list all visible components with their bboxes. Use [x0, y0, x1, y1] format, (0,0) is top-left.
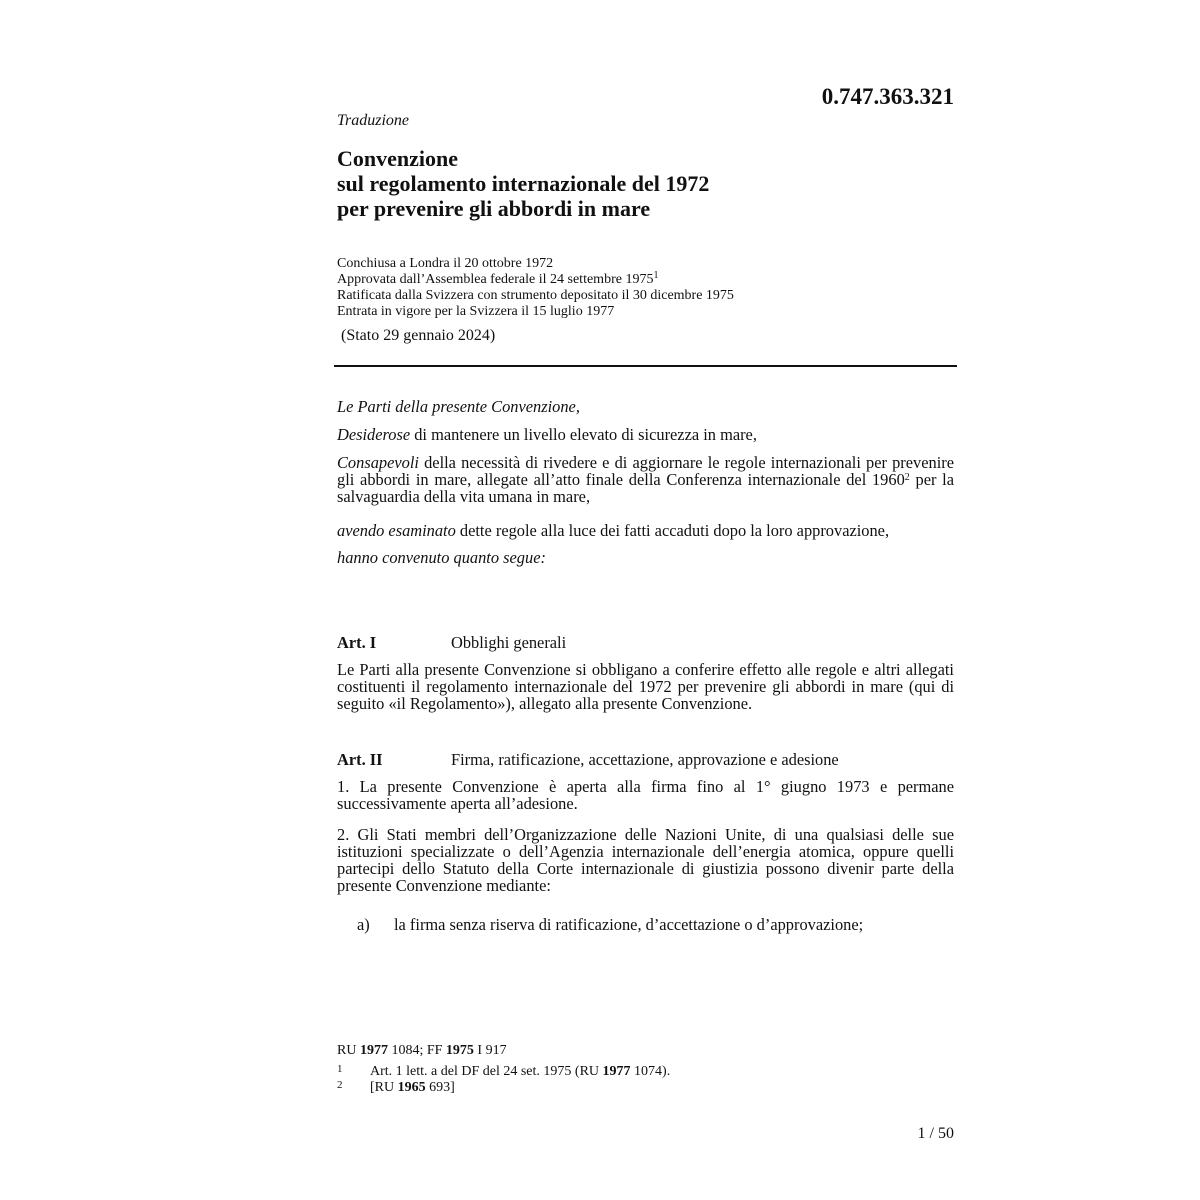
- fn-ru-e: I 917: [473, 1043, 507, 1058]
- preamble-parties: Le Parti della presente Convenzione,: [337, 397, 580, 416]
- footnote-1-number: 1: [337, 1063, 343, 1075]
- footnote-source: [337, 1043, 507, 1059]
- footnote-2-number: 2: [337, 1079, 343, 1091]
- meta-ratified: Ratificata dalla Svizzera con strumento depositato il 30 dicembre 1975: [337, 288, 734, 303]
- document-metadata: [337, 256, 734, 320]
- article-1-number: Art. I: [337, 633, 377, 652]
- preamble-desiderose-rest: di mantenere un livello elevato di sicurezza in mare,: [410, 425, 757, 444]
- preamble-avendo: [337, 522, 954, 539]
- title-line-2: sul regolamento internazionale del 1972: [337, 171, 710, 196]
- translation-label: Traduzione: [337, 112, 410, 129]
- title-line-3: per prevenire gli abbordi in mare: [337, 196, 651, 221]
- article-2-number: Art. II: [337, 750, 383, 769]
- meta-concluded: Conchiusa a Londra il 20 ottobre 1972: [337, 256, 554, 271]
- meta-approved: [337, 272, 734, 288]
- article-2-heading: [337, 750, 839, 770]
- fn2-bold: 1965: [397, 1080, 426, 1095]
- header-divider: [334, 365, 957, 367]
- article-2-item-a: [357, 915, 863, 935]
- article-1-text: Le Parti alla presente Convenzione si obbligano a conferire effetto alle regole e altri allegati costituenti il regolamento internazionale del 1972 per prevenire gli abbordi in mare (qui di seguito «il Regolamento»), allegato alla presente Convenzione.: [337, 660, 954, 713]
- article-1-heading: [337, 633, 566, 653]
- preamble-consapevoli-rest-b: per la salvaguardia della vita umana in mare,: [337, 470, 954, 506]
- fn-ru-c: 1084; FF: [387, 1043, 446, 1058]
- fn-ru-d: 1975: [445, 1043, 474, 1058]
- document-title: [337, 146, 709, 221]
- footnote-ref-2[interactable]: 2: [904, 472, 910, 483]
- page-number: 1 / 50: [917, 1125, 954, 1142]
- item-a-text: la firma senza riserva di ratificazione, d’accettazione o d’approvazione;: [394, 915, 864, 934]
- footnote-ref-1[interactable]: 1: [653, 270, 659, 281]
- footnote-2: [337, 1079, 455, 1096]
- fn2-end: 693]: [425, 1080, 455, 1095]
- meta-in-force: Entrata in vigore per la Svizzera il 15 luglio 1977: [337, 304, 615, 319]
- preamble-avendo-rest: dette regole alla luce dei fatti accaduti dopo la loro approvazione,: [455, 521, 890, 540]
- article-2-para-2: 2. Gli Stati membri dell’Organizzazione delle Nazioni Unite, di una qualsiasi delle sue istituzioni specializzate o dell’Agenzia internazionale dell’energia atomica, oppure quelli partecipi dello Statuto della Corte internazionale di giustizia possono divenir parte della presente Convenzione mediante:: [337, 825, 954, 895]
- item-a-label: a): [357, 915, 370, 934]
- preamble-consapevoli-it: Consapevoli: [337, 453, 419, 472]
- preamble-conclusion: hanno convenuto quanto segue:: [337, 548, 546, 567]
- preamble-consapevoli-rest-a: della necessità di rivedere e di aggiornare le regole internazionali per prevenire gli abbordi in mare, allegate all’atto finale della Conferenza internazionale del 1960: [337, 453, 954, 489]
- article-2-para-1: 1. La presente Convenzione è aperta alla firma fino al 1° giugno 1973 e permane successivamente aperta all’adesione.: [337, 777, 954, 813]
- status-date: (Stato 29 gennaio 2024): [341, 327, 496, 344]
- fn1-bold: 1977: [602, 1064, 631, 1079]
- title-line-1: Convenzione: [337, 146, 458, 171]
- preamble-consapevoli: [337, 454, 954, 505]
- preamble-desiderose-it: Desiderose: [337, 425, 411, 444]
- fn1-end: 1074).: [630, 1064, 671, 1079]
- article-2-title: Firma, ratificazione, accettazione, approvazione e adesione: [451, 750, 839, 769]
- article-1-title: Obblighi generali: [451, 633, 567, 652]
- preamble-avendo-it: avendo esaminato: [337, 521, 456, 540]
- fn-ru-a: RU: [337, 1043, 360, 1058]
- document-number: 0.747.363.321: [821, 84, 954, 109]
- footnote-1: [337, 1063, 670, 1080]
- meta-approved-text: Approvata dall’Assemblea federale il 24 settembre 1975: [337, 272, 654, 287]
- fn-ru-b: 1977: [359, 1043, 388, 1058]
- fn2-text: [RU: [370, 1080, 398, 1095]
- preamble-desiderose: [337, 426, 954, 443]
- fn1-text: Art. 1 lett. a del DF del 24 set. 1975 (RU: [370, 1064, 603, 1079]
